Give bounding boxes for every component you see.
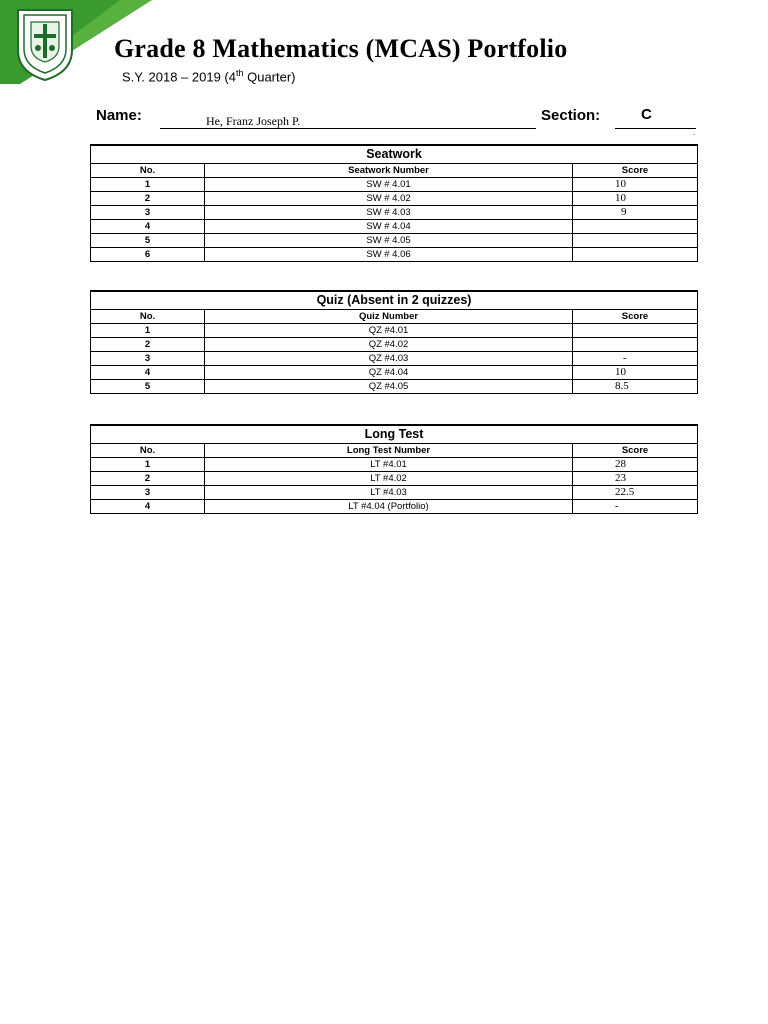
name-value: He, Franz Joseph P.	[206, 114, 301, 128]
table-row: 1 LT #4.01 28	[91, 458, 698, 472]
col-item-header: Quiz Number	[205, 310, 573, 324]
long-test-title: Long Test	[91, 425, 698, 444]
col-no-header: No.	[91, 310, 205, 324]
seatwork-title: Seatwork	[91, 145, 698, 164]
section-value: C	[641, 106, 652, 123]
col-no-header: No.	[91, 164, 205, 178]
table-row: 2 LT #4.02 23	[91, 472, 698, 486]
table-row: 4 LT #4.04 (Portfolio) -	[91, 500, 698, 514]
table-row: 5 SW # 4.05	[91, 234, 698, 248]
col-item-header: Long Test Number	[205, 444, 573, 458]
col-no-header: No.	[91, 444, 205, 458]
section-field	[615, 106, 696, 129]
table-row: 6 SW # 4.06	[91, 248, 698, 262]
col-score-header: Score	[573, 164, 698, 178]
table-row: 2 QZ #4.02	[91, 338, 698, 352]
name-label: Name:	[96, 107, 142, 124]
table-row: 1 SW # 4.01 10	[91, 178, 698, 192]
col-score-header: Score	[573, 310, 698, 324]
table-row: 1 QZ #4.01	[91, 324, 698, 338]
table-row: 3 QZ #4.03 -	[91, 352, 698, 366]
name-field	[160, 112, 536, 129]
table-row: 4 SW # 4.04	[91, 220, 698, 234]
col-score-header: Score	[573, 444, 698, 458]
table-row: 3 SW # 4.03 9	[91, 206, 698, 220]
page-title: Grade 8 Mathematics (MCAS) Portfolio	[114, 34, 568, 63]
quiz-table	[90, 290, 698, 394]
table-row: 3 LT #4.03 22.5	[91, 486, 698, 500]
quiz-title: Quiz (Absent in 2 quizzes)	[91, 291, 698, 310]
table-row: 4 QZ #4.04 10	[91, 366, 698, 380]
school-year: S.Y. 2018 – 2019 (4th Quarter)	[122, 68, 296, 85]
seatwork-table	[90, 144, 698, 262]
school-seal-icon	[14, 6, 76, 82]
section-label: Section:	[541, 107, 601, 124]
col-item-header: Seatwork Number	[205, 164, 573, 178]
table-row: 5 QZ #4.05 8.5	[91, 380, 698, 394]
table-row: 2 SW # 4.02 10	[91, 192, 698, 206]
long-test-table	[90, 424, 698, 514]
